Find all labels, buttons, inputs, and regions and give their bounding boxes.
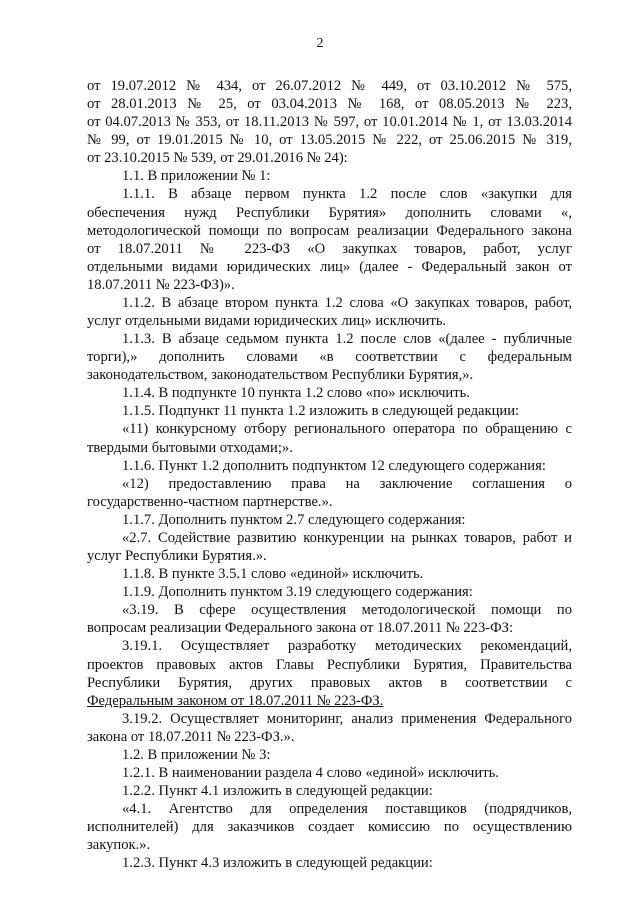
text-line: «4.1. Агентство для определения поставщиков (подрядчиков, bbox=[122, 801, 572, 818]
text-line: 1.1.7. Дополнить пунктом 2.7 следующего содержания: bbox=[122, 511, 466, 528]
text-line: закупок.». bbox=[87, 837, 151, 854]
text-line: «12) предоставлению права на заключение соглашения о bbox=[122, 475, 572, 492]
text-line: услуг Республики Бурятия.». bbox=[87, 548, 267, 565]
text-line: «2.7. Содействие развитию конкуренции на рынках товаров, работ и bbox=[122, 529, 572, 546]
document-body bbox=[87, 77, 572, 872]
text-line: 1.1.6. Пункт 1.2 дополнить подпунктом 12 следующего содержания: bbox=[122, 457, 546, 474]
text-line: 1.2.1. В наименовании раздела 4 слово «единой» исключить. bbox=[122, 764, 499, 781]
text-line: 1.1.5. Подпункт 11 пункта 1.2 изложить в следующей редакции: bbox=[122, 403, 520, 420]
text-line: 1.1. В приложении № 1: bbox=[122, 168, 271, 185]
text-line: от 19.07.2012 № 434, от 26.07.2012 № 449, от 03.10.2012 № 575, bbox=[87, 78, 572, 94]
text-line: 1.2.2. Пункт 4.1 изложить в следующей редакции: bbox=[122, 783, 433, 800]
text-line: 1.2. В приложении № 3: bbox=[122, 746, 271, 763]
text-line: 1.1.8. В пункте 3.5.1 слово «единой» исключить. bbox=[122, 566, 424, 583]
text-line: № 99, от 19.01.2015 № 10, от 13.05.2015 № 222, от 25.06.2015 № 319, bbox=[87, 132, 572, 149]
text-line: 3.19.2. Осуществляет мониторинг, анализ применения Федерального bbox=[122, 710, 572, 727]
text-line: государственно-частном партнерстве.». bbox=[87, 493, 333, 510]
text-line: обеспечения нужд Республики Бурятия» дополнить словами «, bbox=[87, 204, 572, 221]
page-number: 2 bbox=[316, 36, 324, 51]
text-line: вопросам реализации Федерального закона от 18.07.2011 № 223-ФЗ: bbox=[87, 620, 514, 637]
text-line: от 28.01.2013 № 25, от 03.04.2013 № 168, от 08.05.2013 № 223, bbox=[87, 96, 572, 113]
text-line: проектов правовых актов Главы Республики Бурятия, Правительства bbox=[87, 656, 572, 673]
text-line bbox=[87, 692, 572, 710]
text-line: 18.07.2011 № 223-ФЗ)». bbox=[87, 276, 235, 293]
text-line: 1.1.4. В подпункте 10 пункта 1.2 слово «по» исключить. bbox=[122, 385, 470, 402]
text-line: от 04.07.2013 № 353, от 18.11.2013 № 597, от 10.01.2014 № 1, от 13.03.2014 bbox=[87, 114, 572, 131]
text-line: «3.19. В сфере осуществления методологической помощи по bbox=[122, 602, 572, 619]
text-line: «11) конкурсному отбору регионального оператора по обращению с bbox=[122, 421, 572, 438]
text-line: законодательством, законодательством Республики Бурятия,». bbox=[87, 367, 474, 384]
text-line: услуг отдельными видами юридических лиц» исключить. bbox=[87, 313, 447, 330]
text-line: твердыми бытовыми отходами;». bbox=[87, 439, 293, 456]
text-line: от 23.10.2015 № 539, от 29.01.2016 № 24): bbox=[87, 150, 348, 167]
text-line: исполнителей) для заказчиков создает комиссию по осуществлению bbox=[87, 819, 572, 836]
text-line: 1.1.1. В абзаце первом пункта 1.2 после слов «закупки для bbox=[122, 186, 572, 203]
underlined-law-reference: Федеральным законом от 18.07.2011 № 223-ФЗ. bbox=[87, 692, 384, 709]
text-line: закона от 18.07.2011 № 223-ФЗ.». bbox=[87, 728, 295, 745]
text-line: методологической помощи по вопросам реализации Федерального закона bbox=[87, 222, 572, 239]
text-line: от 18.07.2011 № 223-ФЗ «О закупках товаров, работ, услуг bbox=[87, 240, 572, 257]
text-line: 3.19.1. Осуществляет разработку методических рекомендаций, bbox=[122, 638, 572, 655]
text-line: Республики Бурятия, других правовых актов в соответствии с bbox=[87, 674, 572, 691]
text-line: отдельными видами юридических лиц» (далее - Федеральный закон от bbox=[87, 258, 572, 275]
text-line: торги),» дополнить словами «в соответствии с федеральным bbox=[87, 349, 572, 366]
text-line: 1.2.3. Пункт 4.3 изложить в следующей редакции: bbox=[122, 855, 433, 872]
text-line: 1.1.3. В абзаце седьмом пункта 1.2 после слов «(далее - публичные bbox=[122, 331, 572, 348]
text-line: 1.1.2. В абзаце втором пункта 1.2 слова «О закупках товаров, работ, bbox=[122, 294, 572, 311]
text-line: 1.1.9. Дополнить пунктом 3.19 следующего содержания: bbox=[122, 584, 473, 601]
